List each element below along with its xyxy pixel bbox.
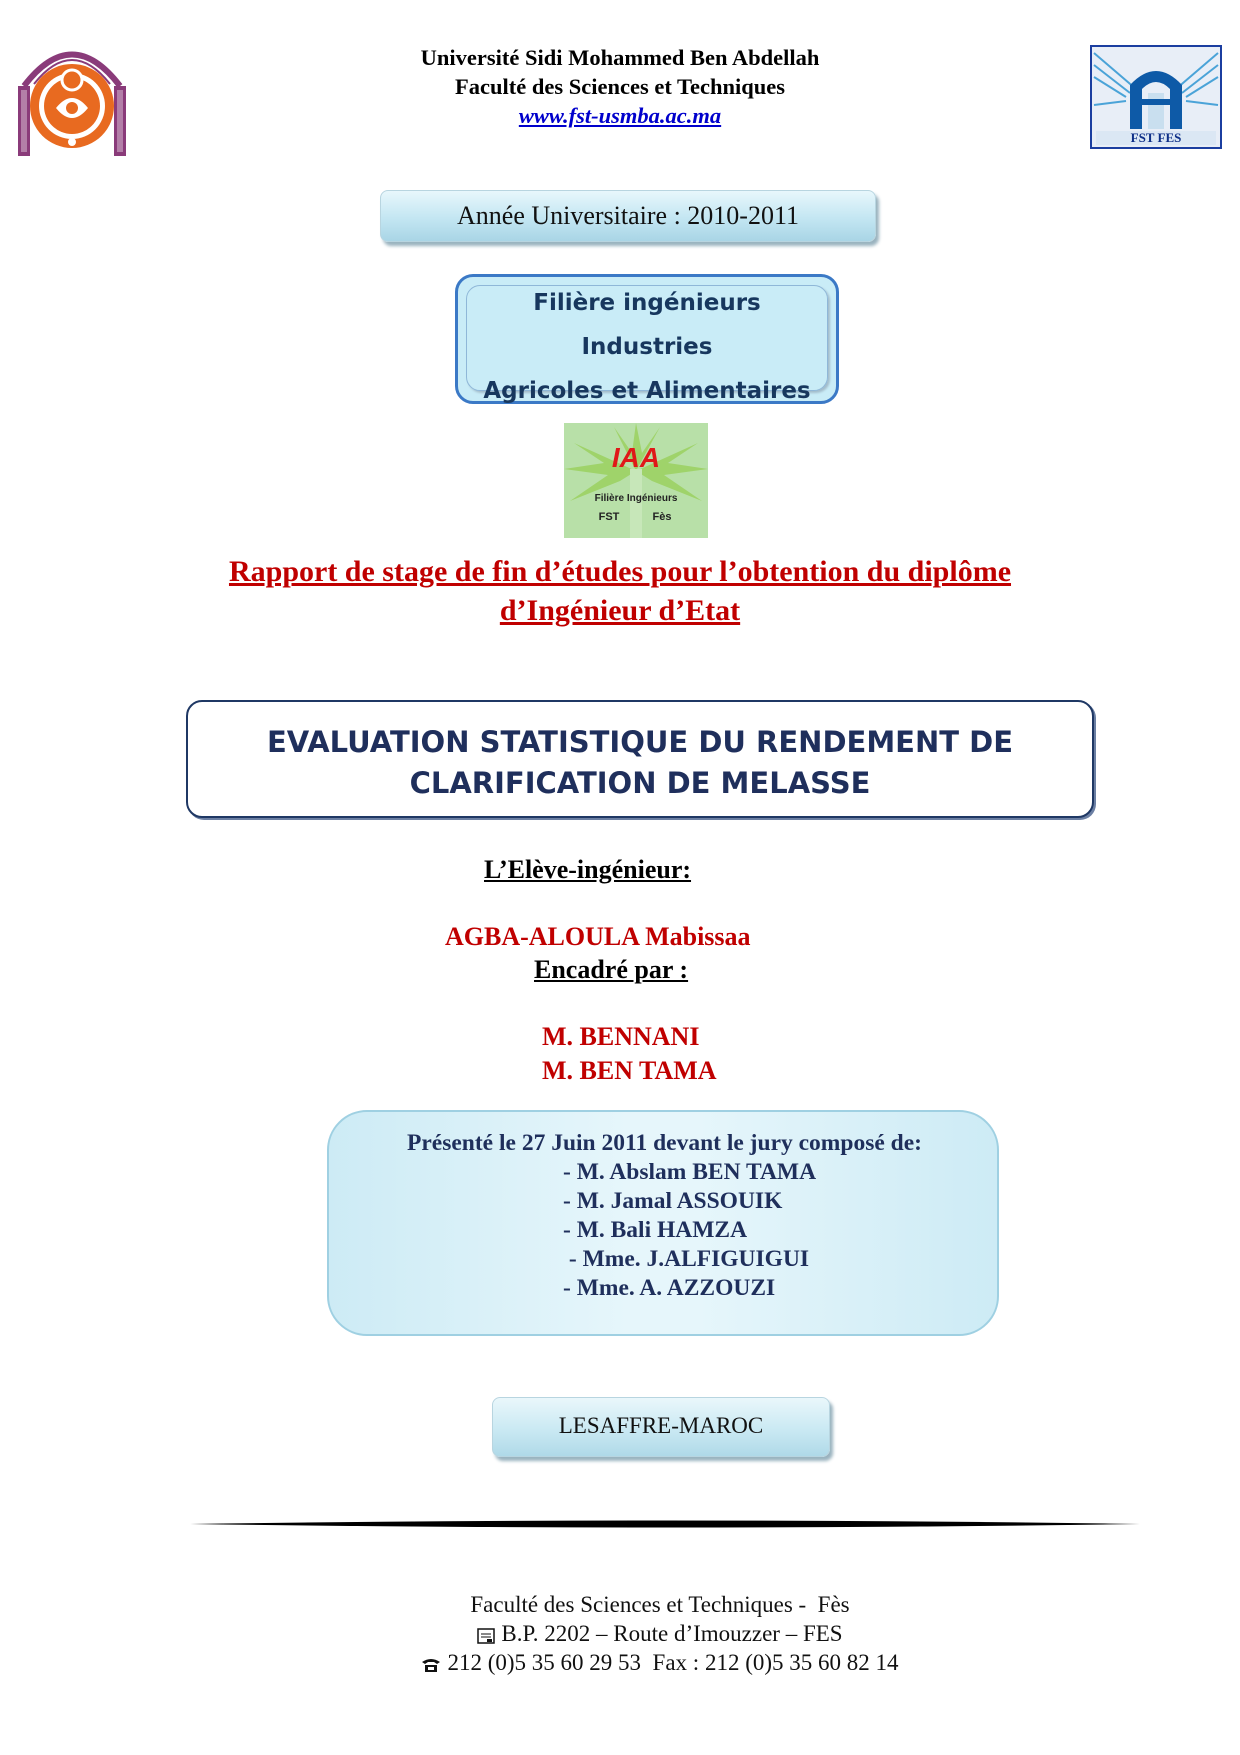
report-title: [150, 552, 1090, 630]
subject-box: [186, 700, 1094, 818]
faculty-name: Faculté des Sciences et Techniques: [455, 74, 785, 99]
subject-line-2: CLARIFICATION DE MELASSE: [409, 766, 871, 800]
supervisor-1: M. BENNANI: [542, 1022, 700, 1051]
footer-line-3-row: [380, 1648, 940, 1677]
company-banner: LESAFFRE-MAROC: [492, 1397, 830, 1457]
iaa-subtitle: Filière Ingénieurs: [594, 493, 678, 504]
telephone-icon: [421, 1657, 441, 1673]
academic-year-banner: Année Universitaire : 2010-2011: [380, 190, 876, 242]
filiere-box: [455, 274, 839, 404]
jury-member: - Mme. A. AZZOUZI: [563, 1275, 776, 1301]
fst-logo-text: FST FES: [1130, 130, 1182, 145]
footer-divider: [190, 1518, 1140, 1530]
report-title-line-2: d’Ingénieur d’Etat: [499, 594, 741, 627]
report-title-line-1: Rapport de stage de fin d’études pour l’obtention du diplôme: [228, 555, 1012, 588]
filiere-line-3: Agricoles et Alimentaires: [483, 378, 811, 404]
jury-member: - Mme. J.ALFIGUIGUI: [563, 1246, 810, 1272]
student-name: AGBA-ALOULA Mabissaa: [445, 922, 751, 951]
footer-line-2: B.P. 2202 – Route d’Imouzzer – FES: [501, 1621, 843, 1646]
subject-line-1: EVALUATION STATISTIQUE DU RENDEMENT DE: [266, 725, 1014, 759]
footer-line-3: 212 (0)5 35 60 29 53 Fax : 212 (0)5 35 60 82 14: [447, 1650, 899, 1675]
university-header: [300, 43, 940, 130]
filiere-text: [458, 281, 836, 413]
iaa-logo: [564, 423, 708, 538]
supervisor-2: M. BEN TAMA: [542, 1056, 717, 1085]
website-link[interactable]: www.fst-usmba.ac.ma: [518, 103, 722, 128]
jury-list: [563, 1158, 816, 1303]
footer-line-1: Faculté des Sciences et Techniques - Fès: [470, 1592, 850, 1617]
university-name: Université Sidi Mohammed Ben Abdellah: [420, 45, 820, 70]
jury-member: - M. Jamal ASSOUIK: [563, 1188, 783, 1214]
jury-title: Présenté le 27 Juin 2011 devant le jury composé de:: [407, 1130, 922, 1156]
usmba-logo: [12, 28, 132, 158]
mailbox-icon: [477, 1628, 495, 1644]
jury-member: - M. Abslam BEN TAMA: [563, 1159, 817, 1185]
subject-title: [188, 722, 1092, 804]
jury-member: - M. Bali HAMZA: [563, 1217, 748, 1243]
footer-address: [380, 1590, 940, 1677]
iaa-left-label: FST: [598, 511, 620, 523]
student-label: L’Elève-ingénieur:: [484, 855, 692, 884]
footer-line-2-row: [380, 1619, 940, 1648]
filiere-line-2: Industries: [581, 334, 713, 360]
iaa-right-label: Fès: [652, 511, 672, 523]
fst-fes-logo: [1090, 45, 1222, 149]
filiere-line-1: Filière ingénieurs: [533, 290, 761, 316]
iaa-acronym: IAA: [611, 442, 661, 473]
supervision-label: Encadré par :: [534, 955, 689, 984]
